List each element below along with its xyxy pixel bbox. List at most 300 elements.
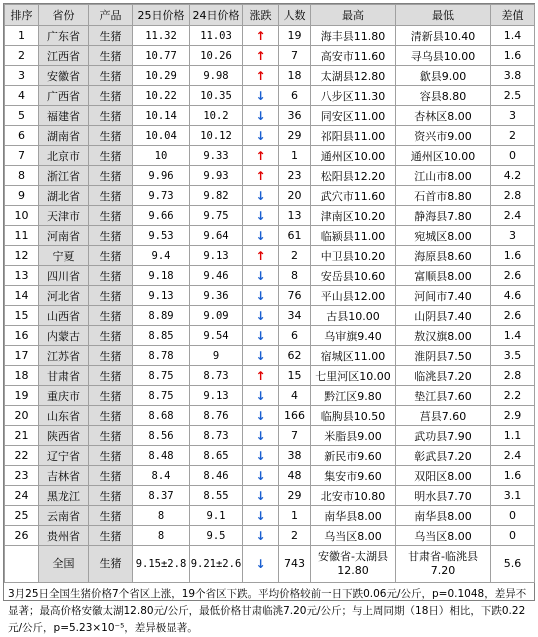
cell-province: 江西省	[39, 46, 89, 66]
cell-diff: 0	[491, 506, 535, 526]
cell-rank: 20	[5, 406, 39, 426]
table-row	[5, 406, 535, 426]
cell-product: 生猪	[89, 46, 133, 66]
table-row	[5, 46, 535, 66]
cell-diff: 4.2	[491, 166, 535, 186]
table-row	[5, 66, 535, 86]
cell-low: 杏林区8.00	[396, 106, 491, 126]
trend-arrow-icon	[243, 46, 279, 66]
table-row	[5, 226, 535, 246]
cell-p25: 8.56	[133, 426, 190, 446]
cell-rank: 4	[5, 86, 39, 106]
arrow-up-icon: ↑	[255, 168, 266, 183]
cell-province: 安徽省	[39, 66, 89, 86]
col-header[interactable]: 24日价格	[190, 5, 243, 26]
cell-rank: 12	[5, 246, 39, 266]
cell-rank: 13	[5, 266, 39, 286]
arrow-up-icon: ↑	[255, 148, 266, 163]
cell-low: 宛城区8.00	[396, 226, 491, 246]
arrow-up-icon: ↑	[255, 248, 266, 263]
cell-p24: 11.03	[190, 26, 243, 46]
cell-p25: 10	[133, 146, 190, 166]
arrow-down-icon: ↓	[255, 468, 266, 483]
cell-p24: 8.76	[190, 406, 243, 426]
cell-rank: 21	[5, 426, 39, 446]
cell-diff: 3.1	[491, 486, 535, 506]
cell-province: 贵州省	[39, 526, 89, 546]
cell-product: 生猪	[89, 506, 133, 526]
cell-rank: 22	[5, 446, 39, 466]
cell-province: 宁夏	[39, 246, 89, 266]
cell-p24: 9.1	[190, 506, 243, 526]
trend-arrow-icon	[243, 486, 279, 506]
cell-product: 生猪	[89, 366, 133, 386]
cell-product: 生猪	[89, 446, 133, 466]
table-row	[5, 426, 535, 446]
cell-p24: 9.13	[190, 386, 243, 406]
cell-low: 甘肃省-临洮县7.20	[396, 546, 491, 583]
cell-high: 松阳县12.20	[311, 166, 396, 186]
arrow-down-icon: ↓	[255, 508, 266, 523]
cell-province: 山东省	[39, 406, 89, 426]
col-header[interactable]: 人数	[279, 5, 311, 26]
cell-province: 福建省	[39, 106, 89, 126]
arrow-down-icon: ↓	[255, 408, 266, 423]
cell-p24: 9	[190, 346, 243, 366]
cell-product: 生猪	[89, 66, 133, 86]
cell-diff: 3.8	[491, 66, 535, 86]
cell-diff: 2.5	[491, 86, 535, 106]
cell-product: 生猪	[89, 246, 133, 266]
table-row	[5, 486, 535, 506]
arrow-down-icon: ↓	[255, 348, 266, 363]
cell-product: 生猪	[89, 326, 133, 346]
table-row	[5, 326, 535, 346]
cell-rank: 11	[5, 226, 39, 246]
cell-product: 生猪	[89, 466, 133, 486]
cell-diff: 0	[491, 526, 535, 546]
cell-count: 38	[279, 446, 311, 466]
cell-product: 生猪	[89, 226, 133, 246]
trend-arrow-icon	[243, 106, 279, 126]
col-header[interactable]: 25日价格	[133, 5, 190, 26]
cell-p24: 10.2	[190, 106, 243, 126]
arrow-down-icon: ↓	[255, 488, 266, 503]
cell-rank: 8	[5, 166, 39, 186]
cell-p25: 10.14	[133, 106, 190, 126]
trend-arrow-icon	[243, 546, 279, 583]
cell-low: 淮阴县7.50	[396, 346, 491, 366]
arrow-up-icon: ↑	[255, 28, 266, 43]
arrow-down-icon: ↓	[255, 328, 266, 343]
cell-count: 61	[279, 226, 311, 246]
cell-low: 河间市7.40	[396, 286, 491, 306]
cell-province: 浙江省	[39, 166, 89, 186]
col-header[interactable]: 省份	[39, 5, 89, 26]
cell-p25: 10.04	[133, 126, 190, 146]
cell-rank: 19	[5, 386, 39, 406]
cell-diff: 0	[491, 146, 535, 166]
cell-diff: 2	[491, 126, 535, 146]
cell-p25: 9.15±2.8	[133, 546, 190, 583]
cell-product: 生猪	[89, 266, 133, 286]
arrow-down-icon: ↓	[255, 188, 266, 203]
trend-arrow-icon	[243, 386, 279, 406]
cell-province: 黑龙江	[39, 486, 89, 506]
arrow-down-icon: ↓	[255, 428, 266, 443]
cell-high: 津南区10.20	[311, 206, 396, 226]
cell-product: 生猪	[89, 166, 133, 186]
cell-product: 生猪	[89, 286, 133, 306]
cell-count: 166	[279, 406, 311, 426]
table-row	[5, 126, 535, 146]
cell-province: 内蒙古	[39, 326, 89, 346]
cell-p24: 10.26	[190, 46, 243, 66]
cell-product: 生猪	[89, 426, 133, 446]
cell-diff: 2.8	[491, 366, 535, 386]
cell-province: 甘肃省	[39, 366, 89, 386]
cell-high: 北安市10.80	[311, 486, 396, 506]
cell-product: 生猪	[89, 546, 133, 583]
cell-p25: 9.96	[133, 166, 190, 186]
cell-low: 武功县7.90	[396, 426, 491, 446]
cell-product: 生猪	[89, 346, 133, 366]
cell-province: 四川省	[39, 266, 89, 286]
cell-diff: 4.6	[491, 286, 535, 306]
cell-low: 富顺县8.00	[396, 266, 491, 286]
cell-product: 生猪	[89, 86, 133, 106]
arrow-down-icon: ↓	[255, 228, 266, 243]
cell-p24: 8.65	[190, 446, 243, 466]
cell-p25: 8.68	[133, 406, 190, 426]
cell-count: 62	[279, 346, 311, 366]
cell-count: 76	[279, 286, 311, 306]
cell-p24: 8.55	[190, 486, 243, 506]
cell-rank: 7	[5, 146, 39, 166]
table-row	[5, 346, 535, 366]
cell-count: 34	[279, 306, 311, 326]
cell-product: 生猪	[89, 206, 133, 226]
cell-province: 广东省	[39, 26, 89, 46]
cell-rank	[5, 546, 39, 583]
cell-diff: 2.4	[491, 446, 535, 466]
cell-diff: 1.6	[491, 466, 535, 486]
cell-product: 生猪	[89, 186, 133, 206]
cell-product: 生猪	[89, 486, 133, 506]
cell-p25: 9.18	[133, 266, 190, 286]
cell-p25: 8.75	[133, 366, 190, 386]
cell-diff: 2.2	[491, 386, 535, 406]
cell-count: 23	[279, 166, 311, 186]
cell-count: 19	[279, 26, 311, 46]
cell-diff: 5.6	[491, 546, 535, 583]
cell-p25: 8.89	[133, 306, 190, 326]
table-row	[5, 166, 535, 186]
cell-rank: 25	[5, 506, 39, 526]
cell-province: 江苏省	[39, 346, 89, 366]
arrow-down-icon: ↓	[255, 128, 266, 143]
cell-rank: 14	[5, 286, 39, 306]
trend-arrow-icon	[243, 406, 279, 426]
cell-count: 7	[279, 426, 311, 446]
cell-rank: 15	[5, 306, 39, 326]
cell-count: 20	[279, 186, 311, 206]
cell-p25: 10.77	[133, 46, 190, 66]
cell-p25: 8	[133, 526, 190, 546]
table-row	[5, 266, 535, 286]
table-row	[5, 386, 535, 406]
cell-province: 云南省	[39, 506, 89, 526]
trend-arrow-icon	[243, 326, 279, 346]
cell-rank: 17	[5, 346, 39, 366]
cell-high: 古县10.00	[311, 306, 396, 326]
cell-province: 陕西省	[39, 426, 89, 446]
table-row	[5, 526, 535, 546]
arrow-down-icon: ↓	[255, 108, 266, 123]
cell-product: 生猪	[89, 26, 133, 46]
cell-high: 八步区11.30	[311, 86, 396, 106]
arrow-down-icon: ↓	[255, 528, 266, 543]
cell-p24: 8.73	[190, 366, 243, 386]
cell-diff: 3	[491, 226, 535, 246]
cell-low: 容县8.80	[396, 86, 491, 106]
cell-low: 双阳区8.00	[396, 466, 491, 486]
arrow-up-icon: ↑	[255, 68, 266, 83]
header-row	[5, 5, 535, 26]
cell-low: 敖汉旗8.00	[396, 326, 491, 346]
cell-product: 生猪	[89, 306, 133, 326]
cell-diff: 2.6	[491, 306, 535, 326]
trend-arrow-icon	[243, 266, 279, 286]
cell-p25: 10.22	[133, 86, 190, 106]
col-header[interactable]: 排序	[5, 5, 39, 26]
cell-product: 生猪	[89, 126, 133, 146]
trend-arrow-icon	[243, 166, 279, 186]
cell-rank: 3	[5, 66, 39, 86]
cell-p25: 9.13	[133, 286, 190, 306]
cell-low: 南华县8.00	[396, 506, 491, 526]
cell-product: 生猪	[89, 106, 133, 126]
cell-p25: 11.32	[133, 26, 190, 46]
cell-rank: 16	[5, 326, 39, 346]
cell-count: 18	[279, 66, 311, 86]
cell-p24: 8.73	[190, 426, 243, 446]
table-row	[5, 446, 535, 466]
cell-rank: 10	[5, 206, 39, 226]
cell-high: 黔江区9.80	[311, 386, 396, 406]
cell-diff: 3.5	[491, 346, 535, 366]
table-row	[5, 506, 535, 526]
cell-p24: 9.5	[190, 526, 243, 546]
cell-high: 安徽省-太湖县12.80	[311, 546, 396, 583]
trend-arrow-icon	[243, 66, 279, 86]
cell-province: 北京市	[39, 146, 89, 166]
trend-arrow-icon	[243, 186, 279, 206]
total-row	[5, 546, 535, 583]
cell-high: 乌审旗9.40	[311, 326, 396, 346]
cell-p24: 10.35	[190, 86, 243, 106]
cell-province: 山西省	[39, 306, 89, 326]
arrow-down-icon: ↓	[255, 308, 266, 323]
cell-diff: 1.1	[491, 426, 535, 446]
cell-rank: 23	[5, 466, 39, 486]
cell-p25: 9.66	[133, 206, 190, 226]
cell-high: 乌当区8.00	[311, 526, 396, 546]
cell-count: 1	[279, 506, 311, 526]
cell-p24: 9.98	[190, 66, 243, 86]
cell-p25: 8.75	[133, 386, 190, 406]
cell-p25: 8.37	[133, 486, 190, 506]
cell-p24: 9.64	[190, 226, 243, 246]
arrow-down-icon: ↓	[255, 208, 266, 223]
cell-product: 生猪	[89, 526, 133, 546]
cell-p24: 9.13	[190, 246, 243, 266]
cell-high: 海丰县11.80	[311, 26, 396, 46]
cell-p25: 9.4	[133, 246, 190, 266]
arrow-down-icon: ↓	[255, 268, 266, 283]
cell-low: 清新县10.40	[396, 26, 491, 46]
cell-province: 湖北省	[39, 186, 89, 206]
cell-low: 莒县7.60	[396, 406, 491, 426]
cell-count: 7	[279, 46, 311, 66]
cell-high: 同安区11.00	[311, 106, 396, 126]
arrow-down-icon: ↓	[255, 388, 266, 403]
arrow-down-icon: ↓	[255, 288, 266, 303]
cell-province: 河北省	[39, 286, 89, 306]
table-row	[5, 306, 535, 326]
cell-p24: 10.12	[190, 126, 243, 146]
cell-rank: 24	[5, 486, 39, 506]
cell-p24: 8.46	[190, 466, 243, 486]
cell-high: 宿城区11.00	[311, 346, 396, 366]
cell-count: 29	[279, 486, 311, 506]
cell-diff: 1.6	[491, 46, 535, 66]
cell-high: 临朐县10.50	[311, 406, 396, 426]
table-row	[5, 86, 535, 106]
cell-high: 南华县8.00	[311, 506, 396, 526]
arrow-down-icon: ↓	[255, 448, 266, 463]
cell-high: 中卫县10.20	[311, 246, 396, 266]
cell-rank: 18	[5, 366, 39, 386]
cell-province: 重庆市	[39, 386, 89, 406]
cell-p25: 8.48	[133, 446, 190, 466]
cell-diff: 2.8	[491, 186, 535, 206]
cell-low: 垫江县7.60	[396, 386, 491, 406]
col-header[interactable]: 涨跌	[243, 5, 279, 26]
col-header[interactable]: 最低	[396, 5, 491, 26]
table-row	[5, 286, 535, 306]
table-row	[5, 246, 535, 266]
cell-diff: 2.4	[491, 206, 535, 226]
trend-arrow-icon	[243, 366, 279, 386]
cell-diff: 1.4	[491, 26, 535, 46]
cell-p25: 8.4	[133, 466, 190, 486]
cell-p24: 9.36	[190, 286, 243, 306]
cell-p24: 9.33	[190, 146, 243, 166]
cell-diff: 1.6	[491, 246, 535, 266]
col-header[interactable]: 最高	[311, 5, 396, 26]
trend-arrow-icon	[243, 306, 279, 326]
cell-province: 天津市	[39, 206, 89, 226]
cell-low: 海原县8.60	[396, 246, 491, 266]
table-row	[5, 26, 535, 46]
cell-high: 祁阳县11.00	[311, 126, 396, 146]
trend-arrow-icon	[243, 446, 279, 466]
cell-high: 通州区10.00	[311, 146, 396, 166]
cell-p24: 9.75	[190, 206, 243, 226]
cell-low: 静海县7.80	[396, 206, 491, 226]
trend-arrow-icon	[243, 126, 279, 146]
cell-high: 临颍县11.00	[311, 226, 396, 246]
trend-arrow-icon	[243, 226, 279, 246]
trend-arrow-icon	[243, 206, 279, 226]
cell-p25: 8.78	[133, 346, 190, 366]
cell-product: 生猪	[89, 146, 133, 166]
cell-high: 高安市11.60	[311, 46, 396, 66]
cell-p25: 10.29	[133, 66, 190, 86]
cell-province: 辽宁省	[39, 446, 89, 466]
price-table	[4, 4, 535, 583]
trend-arrow-icon	[243, 346, 279, 366]
cell-product: 生猪	[89, 406, 133, 426]
cell-province: 吉林省	[39, 466, 89, 486]
cell-count: 13	[279, 206, 311, 226]
cell-count: 2	[279, 246, 311, 266]
cell-low: 山阴县7.40	[396, 306, 491, 326]
cell-count: 6	[279, 326, 311, 346]
table-row	[5, 466, 535, 486]
cell-p24: 9.82	[190, 186, 243, 206]
table-row	[5, 106, 535, 126]
cell-count: 743	[279, 546, 311, 583]
trend-arrow-icon	[243, 246, 279, 266]
cell-low: 歙县9.00	[396, 66, 491, 86]
cell-p24: 9.54	[190, 326, 243, 346]
table-row	[5, 186, 535, 206]
cell-low: 临洮县7.20	[396, 366, 491, 386]
table-body	[5, 26, 535, 583]
col-header[interactable]: 差值	[491, 5, 535, 26]
cell-high: 米脂县9.00	[311, 426, 396, 446]
cell-low: 乌当区8.00	[396, 526, 491, 546]
arrow-up-icon: ↑	[255, 368, 266, 383]
cell-rank: 1	[5, 26, 39, 46]
cell-p25: 8	[133, 506, 190, 526]
cell-count: 8	[279, 266, 311, 286]
cell-count: 29	[279, 126, 311, 146]
trend-arrow-icon	[243, 506, 279, 526]
cell-count: 2	[279, 526, 311, 546]
arrow-down-icon: ↓	[255, 556, 266, 571]
trend-arrow-icon	[243, 466, 279, 486]
table-row	[5, 366, 535, 386]
cell-count: 48	[279, 466, 311, 486]
trend-arrow-icon	[243, 426, 279, 446]
cell-p24: 9.21±2.6	[190, 546, 243, 583]
cell-p24: 9.93	[190, 166, 243, 186]
arrow-down-icon: ↓	[255, 88, 266, 103]
cell-high: 武穴市11.60	[311, 186, 396, 206]
cell-low: 寻乌县10.00	[396, 46, 491, 66]
cell-rank: 26	[5, 526, 39, 546]
cell-diff: 2.6	[491, 266, 535, 286]
col-header[interactable]: 产品	[89, 5, 133, 26]
table-row	[5, 146, 535, 166]
cell-rank: 5	[5, 106, 39, 126]
cell-p25: 9.53	[133, 226, 190, 246]
cell-diff: 3	[491, 106, 535, 126]
trend-arrow-icon	[243, 26, 279, 46]
